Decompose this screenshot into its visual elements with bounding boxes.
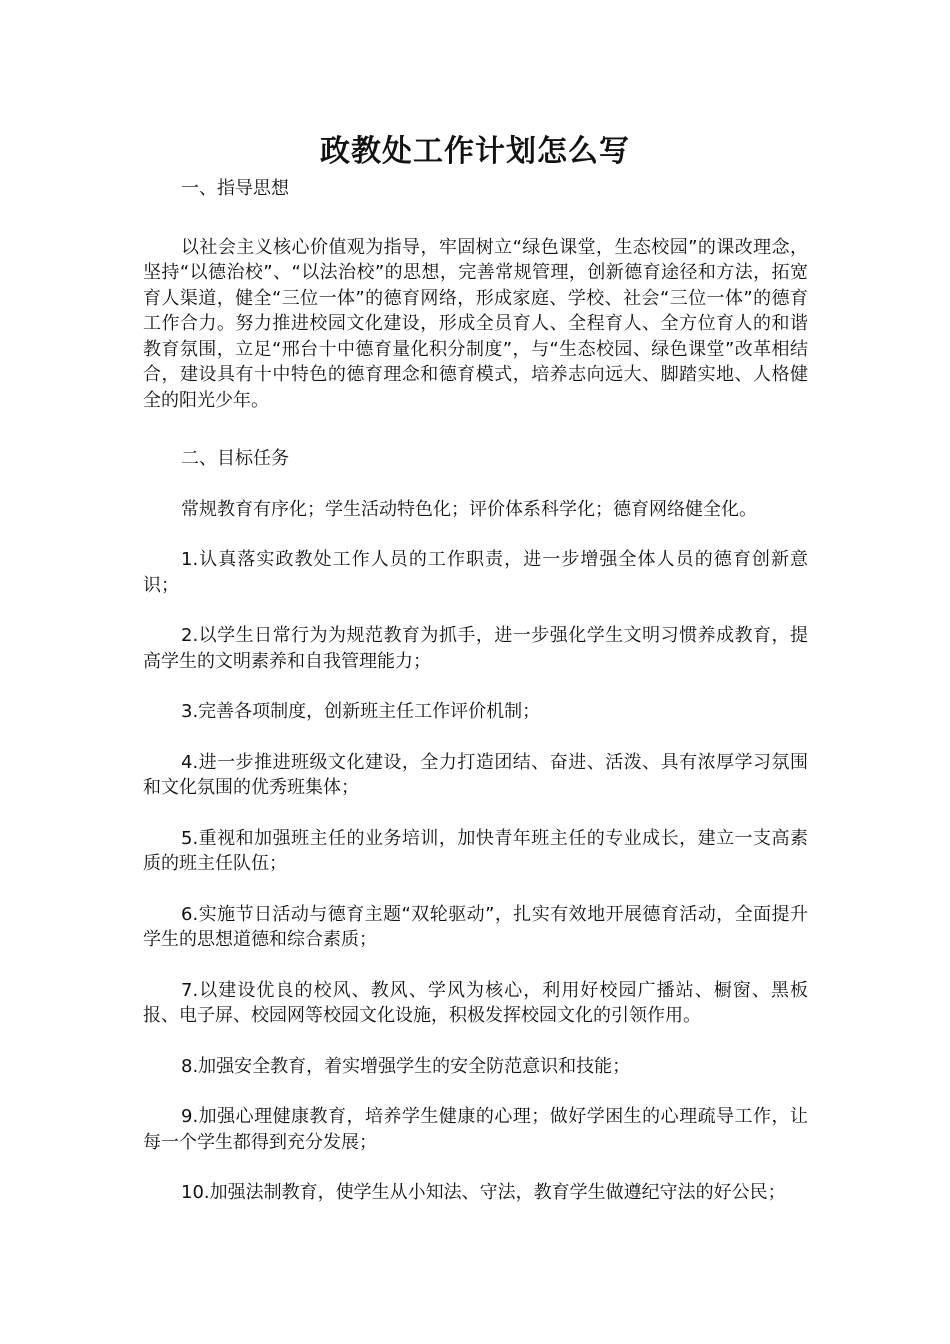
list-item-9: 9.加强心理健康教育，培养学生健康的心理；做好学困生的心理疏导工作，让每一个学生都得到充分发展； xyxy=(143,1106,808,1153)
list-item-8: 8.加强安全教育，着实增强学生的安全防范意识和技能； xyxy=(181,1055,631,1077)
list-item-7: 7.以建设优良的校风、教风、学风为核心，利用好校园广播站、橱窗、黑板报、电子屏、校园网等校园文化设施，积极发挥校园文化的引领作用。 xyxy=(143,979,808,1026)
paragraph-guiding-ideology: 以社会主义核心价值观为指导，牢固树立“绿色课堂，生态校园”的课改理念，坚持“以德治校”、“以法治校”的思想，完善常规管理，创新德育途径和方法，拓宽育人渠道，健全“三位一体”的德育网络，形成家庭、学校、社会“三位一体”的德育工作合力。努力推进校园文化建设，形成全员育人、全程育人、全方位育人的和谐教育氛围，立足“邢台十中德育量化积分制度”，与“生态校园、绿色课堂”改革相结合，建设具有十中特色的德育理念和德育模式，培养志向远大、脚踏实地、人格健全的阳光少年。 xyxy=(143,236,808,411)
spacer xyxy=(143,438,808,446)
document-title: 政教处工作计划怎么写 xyxy=(320,134,630,169)
section-heading-goals: 二、目标任务 xyxy=(181,448,289,469)
list-item-6: 6.实施节日活动与德育主题“双轮驱动”，扎实有效地开展德育活动，全面提升学生的思想道德和综合素质； xyxy=(143,903,808,950)
section-heading-guiding-ideology: 一、指导思想 xyxy=(181,178,289,199)
list-item-1: 1.认真落实政教处工作人员的工作职责，进一步增强全体人员的德育创新意识； xyxy=(143,549,808,596)
document-body xyxy=(143,176,808,1231)
list-item-2: 2.以学生日常行为为规范教育为抓手，进一步强化学生文明习惯养成教育，提高学生的文明素养和自我管理能力； xyxy=(143,625,808,672)
list-item-10: 10.加强法制教育，使学生从小知法、守法，教育学生做遵纪守法的好公民； xyxy=(181,1182,786,1203)
spacer xyxy=(143,227,808,235)
list-item-5: 5.重视和加强班主任的业务培训，加快青年班主任的专业成长，建立一支高素质的班主任队伍； xyxy=(143,827,808,874)
list-item-4: 4.进一步推进班级文化建设，全力打造团结、奋进、活泼、具有浓厚学习氛围和文化氛围的优秀班集体； xyxy=(143,751,808,798)
list-item-3: 3.完善各项制度，创新班主任工作评价机制； xyxy=(181,701,541,722)
paragraph-goals-intro: 常规教育有序化；学生活动特色化；评价体系科学化；德育网络健全化。 xyxy=(181,498,757,520)
